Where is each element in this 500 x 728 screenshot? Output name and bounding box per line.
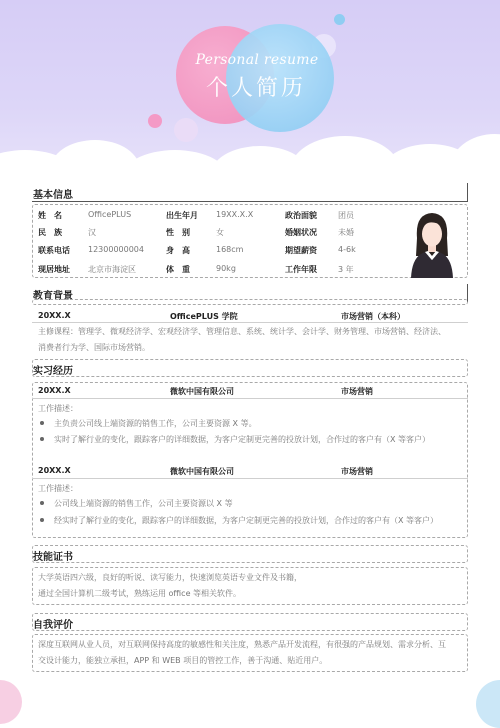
value-name: OfficePLUS [88,210,132,219]
label-weight: 体 重 [166,265,190,274]
section-rule [32,201,468,202]
edu-school: OfficePLUS 学院 [170,312,238,321]
bullet-icon [40,518,44,522]
value-years: 3 年 [338,265,354,274]
job-desc-item: 实时了解行业的变化，跟踪客户的详细数据，为客户定制更完善的投放计划，合作过的客户有（X 等客户） [54,435,431,444]
label-phone: 联系电话 [38,246,70,255]
job-desc-item: 经实时了解行业的变化，跟踪客户的详细数据，为客户定制更完善的投放计划，合作过的客户有（X 等客户） [54,516,439,525]
value-salary: 4-6k [338,245,356,254]
deco-corner-blob [476,680,500,728]
value-phone: 12300000004 [88,245,144,254]
title-english: Personal resume [195,52,319,68]
section-header-box [32,359,468,377]
job-desc-label: 工作描述： [38,484,78,493]
deco-dot [174,118,198,142]
section-title-skills: 技能证书 [33,552,73,563]
label-address: 现居地址 [38,265,70,274]
edu-date: 20XX.X [38,311,71,320]
value-ethnicity: 汉 [88,228,96,237]
job-company: 微软中国有限公司 [170,387,234,396]
label-salary: 期望薪资 [285,246,317,255]
job-date: 20XX.X [38,466,71,475]
evaluation-line: 深度互联网从业人员，对互联网保持高度的敏感性和关注度，熟悉产品开发流程，有很强的产品规划、需求分析、互 [38,640,446,649]
job-date: 20XX.X [38,386,71,395]
divider [32,478,468,479]
header-banner [0,0,500,178]
label-ethnicity: 民 族 [38,228,62,237]
deco-corner-blob [0,680,22,724]
avatar [407,208,457,278]
label-political: 政治面貌 [285,211,317,220]
section-header-box [32,299,468,305]
edu-courses [38,324,463,356]
bullet-icon [40,437,44,441]
label-name: 姓 名 [38,211,62,220]
section-title-basic: 基本信息 [33,190,73,201]
skills-text [38,570,463,602]
section-header-box [32,545,468,563]
value-political: 团员 [338,211,354,220]
value-height: 168cm [216,245,244,254]
bullet-icon [40,501,44,505]
section-title-experience: 实习经历 [33,366,73,377]
job-company: 微软中国有限公司 [170,467,234,476]
skills-line: 通过全国计算机二级考试，熟练运用 office 等相关软件。 [38,589,242,598]
evaluation-line: 交设计能力，能独立承担，APP 和 WEB 项目的管控工作，善于沟通、贴近用户。 [38,656,328,665]
value-weight: 90kg [216,264,236,273]
edu-major: 市场营销（本科） [341,312,405,321]
job-desc-item: 公司线上端资源的销售工作，公司主要资源以 X 等 [54,499,233,508]
edu-courses-line: 消费者行为学、国际市场营销。 [38,343,150,352]
evaluation-text [38,637,463,669]
bullet-icon [40,421,44,425]
skills-line: 大学英语四六级，良好的听说、读写能力，快速浏览英语专业文件及书籍， [38,573,302,582]
job-desc-label: 工作描述： [38,404,78,413]
label-gender: 性 别 [166,228,190,237]
cloud-shape [450,134,500,178]
value-birth: 19XX.X.X [216,210,254,219]
label-birth: 出生年月 [166,211,198,220]
section-header-box [32,613,468,631]
job-role: 市场营销 [341,467,373,476]
divider [32,322,468,323]
deco-dot [334,14,345,25]
section-title-education: 教育背景 [33,291,73,302]
value-address: 北京市海淀区 [88,265,136,274]
label-height: 身 高 [166,246,190,255]
value-marital: 未婚 [338,228,354,237]
job-role: 市场营销 [341,387,373,396]
section-bar [467,183,468,201]
value-gender: 女 [216,228,224,237]
label-years: 工作年限 [285,265,317,274]
edu-courses-line: 主修课程：管理学、微观经济学、宏观经济学、管理信息、系统、统计学、会计学、财务管理、市场营销、经济法、 [38,327,446,336]
job-desc-item: 主负责公司线上端资源的销售工作，公司主要资源 X 等。 [54,419,257,428]
title-chinese: 个人简历 [205,76,306,101]
divider [32,398,468,399]
deco-dot [148,114,162,128]
section-title-evaluation: 自我评价 [33,620,73,631]
label-marital: 婚姻状况 [285,228,317,237]
